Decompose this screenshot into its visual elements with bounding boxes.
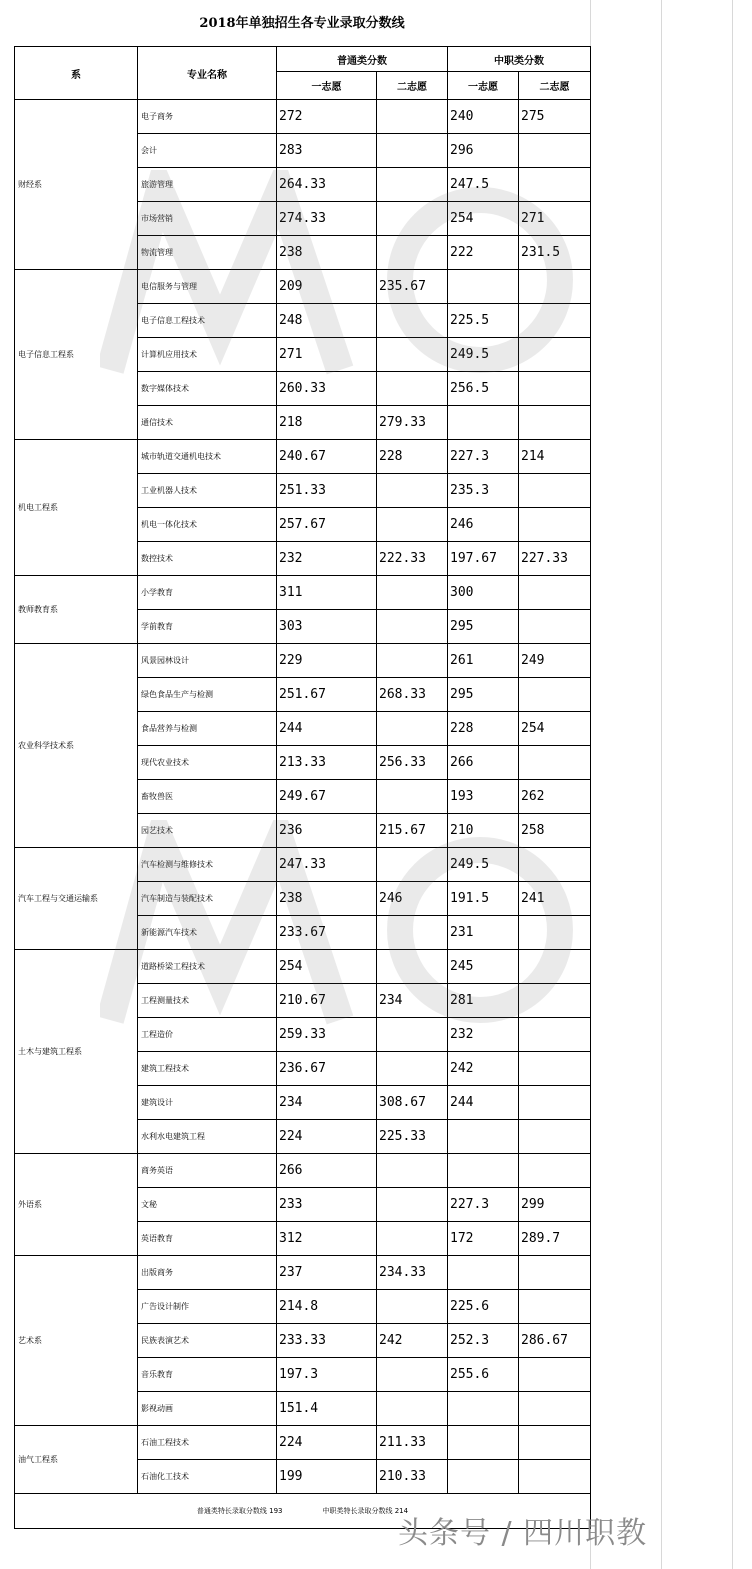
table-row <box>15 950 591 984</box>
vocational-first-score: 245 <box>448 950 519 984</box>
general-second-score: 246 <box>377 882 448 916</box>
general-first-score: 254 <box>277 950 377 984</box>
general-second-score <box>377 168 448 202</box>
vocational-second-score <box>519 406 591 440</box>
major-name-cell: 小学教育 <box>138 576 277 610</box>
vocational-second-score <box>519 168 591 202</box>
vocational-first-score: 210 <box>448 814 519 848</box>
general-first-score: 264.33 <box>277 168 377 202</box>
major-name-cell: 畜牧兽医 <box>138 780 277 814</box>
general-second-score <box>377 950 448 984</box>
major-name-cell: 数控技术 <box>138 542 277 576</box>
general-second-score: 228 <box>377 440 448 474</box>
grid-line <box>732 0 733 1569</box>
major-name-cell: 市场营销 <box>138 202 277 236</box>
header-general-second: 二志愿 <box>377 72 448 100</box>
vocational-first-score: 244 <box>448 1086 519 1120</box>
general-first-score: 232 <box>277 542 377 576</box>
general-first-score: 214.8 <box>277 1290 377 1324</box>
major-name-cell: 音乐教育 <box>138 1358 277 1392</box>
vocational-first-score: 191.5 <box>448 882 519 916</box>
general-second-score <box>377 236 448 270</box>
vocational-first-score: 249.5 <box>448 338 519 372</box>
general-first-score: 260.33 <box>277 372 377 406</box>
header-row <box>15 47 591 72</box>
major-name-cell: 绿色食品生产与检测 <box>138 678 277 712</box>
vocational-first-score: 235.3 <box>448 474 519 508</box>
general-first-score: 213.33 <box>277 746 377 780</box>
vocational-second-score <box>519 576 591 610</box>
general-second-score <box>377 372 448 406</box>
vocational-second-score: 227.33 <box>519 542 591 576</box>
major-name-cell: 民族表演艺术 <box>138 1324 277 1358</box>
table-row <box>15 576 591 610</box>
vocational-second-score <box>519 1018 591 1052</box>
vocational-special-note: 中职类特长录取分数线 214 <box>322 1507 409 1515</box>
vocational-second-score <box>519 1120 591 1154</box>
major-name-cell: 风景园林设计 <box>138 644 277 678</box>
general-first-score: 237 <box>277 1256 377 1290</box>
vocational-second-score: 258 <box>519 814 591 848</box>
general-first-score: 249.67 <box>277 780 377 814</box>
general-second-score <box>377 780 448 814</box>
vocational-first-score: 242 <box>448 1052 519 1086</box>
general-second-score <box>377 1290 448 1324</box>
vocational-second-score <box>519 1086 591 1120</box>
header-major: 专业名称 <box>138 47 277 100</box>
general-first-score: 238 <box>277 882 377 916</box>
vocational-second-score <box>519 746 591 780</box>
major-name-cell: 建筑工程技术 <box>138 1052 277 1086</box>
vocational-first-score <box>448 1426 519 1460</box>
general-second-score <box>377 1392 448 1426</box>
general-first-score: 266 <box>277 1154 377 1188</box>
vocational-first-score: 300 <box>448 576 519 610</box>
vocational-first-score: 225.5 <box>448 304 519 338</box>
header-vocational-second: 二志愿 <box>519 72 591 100</box>
general-first-score: 218 <box>277 406 377 440</box>
general-second-score <box>377 610 448 644</box>
major-name-cell: 新能源汽车技术 <box>138 916 277 950</box>
general-first-score: 274.33 <box>277 202 377 236</box>
major-name-cell: 旅游管理 <box>138 168 277 202</box>
general-second-score: 222.33 <box>377 542 448 576</box>
vocational-first-score: 228 <box>448 712 519 746</box>
general-second-score <box>377 712 448 746</box>
vocational-second-score <box>519 848 591 882</box>
major-name-cell: 英语教育 <box>138 1222 277 1256</box>
header-vocational-first: 一志愿 <box>448 72 519 100</box>
general-second-score: 234 <box>377 984 448 1018</box>
vocational-second-score: 289.7 <box>519 1222 591 1256</box>
table-row <box>15 270 591 304</box>
major-name-cell: 商务英语 <box>138 1154 277 1188</box>
vocational-second-score <box>519 134 591 168</box>
vocational-first-score <box>448 270 519 304</box>
general-second-score: 225.33 <box>377 1120 448 1154</box>
vocational-second-score: 214 <box>519 440 591 474</box>
general-special-note: 普通类特长录取分数线 193 <box>196 1507 283 1515</box>
vocational-second-score: 271 <box>519 202 591 236</box>
general-second-score <box>377 202 448 236</box>
general-second-score <box>377 848 448 882</box>
general-first-score: 311 <box>277 576 377 610</box>
general-second-score <box>377 508 448 542</box>
major-name-cell: 汽车制造与装配技术 <box>138 882 277 916</box>
general-second-score <box>377 1154 448 1188</box>
general-second-score <box>377 1222 448 1256</box>
vocational-second-score <box>519 916 591 950</box>
major-name-cell: 广告设计制作 <box>138 1290 277 1324</box>
department-cell: 外语系 <box>15 1154 138 1256</box>
vocational-second-score: 249 <box>519 644 591 678</box>
vocational-first-score: 281 <box>448 984 519 1018</box>
vocational-second-score <box>519 950 591 984</box>
vocational-first-score: 240 <box>448 100 519 134</box>
general-second-score <box>377 1018 448 1052</box>
vocational-first-score <box>448 1460 519 1494</box>
general-second-score <box>377 100 448 134</box>
vocational-first-score: 266 <box>448 746 519 780</box>
general-second-score <box>377 1052 448 1086</box>
vocational-second-score <box>519 270 591 304</box>
vocational-second-score <box>519 1426 591 1460</box>
vocational-second-score: 254 <box>519 712 591 746</box>
vocational-second-score <box>519 1358 591 1392</box>
page-title: 2018年单独招生各专业录取分数线 <box>199 16 405 31</box>
vocational-first-score: 222 <box>448 236 519 270</box>
general-second-score: 256.33 <box>377 746 448 780</box>
department-cell: 教师教育系 <box>15 576 138 644</box>
general-second-score: 211.33 <box>377 1426 448 1460</box>
table-row <box>15 1256 591 1290</box>
vocational-first-score: 249.5 <box>448 848 519 882</box>
general-first-score: 251.67 <box>277 678 377 712</box>
general-first-score: 247.33 <box>277 848 377 882</box>
vocational-second-score <box>519 304 591 338</box>
general-second-score: 235.67 <box>377 270 448 304</box>
general-first-score: 272 <box>277 100 377 134</box>
general-first-score: 233.33 <box>277 1324 377 1358</box>
general-first-score: 303 <box>277 610 377 644</box>
vocational-first-score: 295 <box>448 610 519 644</box>
general-first-score: 234 <box>277 1086 377 1120</box>
table-row <box>15 1426 591 1460</box>
major-name-cell: 石油化工技术 <box>138 1460 277 1494</box>
vocational-second-score <box>519 1256 591 1290</box>
vocational-second-score <box>519 610 591 644</box>
department-cell: 财经系 <box>15 100 138 270</box>
major-name-cell: 工业机器人技术 <box>138 474 277 508</box>
major-name-cell: 物流管理 <box>138 236 277 270</box>
major-name-cell: 通信技术 <box>138 406 277 440</box>
table-row <box>15 848 591 882</box>
vocational-second-score <box>519 1392 591 1426</box>
vocational-second-score <box>519 338 591 372</box>
table-row <box>15 100 591 134</box>
major-name-cell: 道路桥梁工程技术 <box>138 950 277 984</box>
general-second-score: 308.67 <box>377 1086 448 1120</box>
major-name-cell: 机电一体化技术 <box>138 508 277 542</box>
vocational-second-score: 262 <box>519 780 591 814</box>
general-first-score: 283 <box>277 134 377 168</box>
general-first-score: 251.33 <box>277 474 377 508</box>
general-second-score: 268.33 <box>377 678 448 712</box>
general-second-score: 234.33 <box>377 1256 448 1290</box>
vocational-second-score: 231.5 <box>519 236 591 270</box>
major-name-cell: 城市轨道交通机电技术 <box>138 440 277 474</box>
vocational-first-score: 256.5 <box>448 372 519 406</box>
vocational-first-score: 254 <box>448 202 519 236</box>
vocational-first-score: 252.3 <box>448 1324 519 1358</box>
general-first-score: 257.67 <box>277 508 377 542</box>
table-row <box>15 440 591 474</box>
vocational-first-score: 296 <box>448 134 519 168</box>
vocational-first-score: 261 <box>448 644 519 678</box>
major-name-cell: 现代农业技术 <box>138 746 277 780</box>
vocational-first-score: 232 <box>448 1018 519 1052</box>
department-cell: 机电工程系 <box>15 440 138 576</box>
vocational-first-score <box>448 1256 519 1290</box>
general-second-score <box>377 1358 448 1392</box>
general-first-score: 236.67 <box>277 1052 377 1086</box>
general-second-score <box>377 576 448 610</box>
major-name-cell: 工程测量技术 <box>138 984 277 1018</box>
vocational-first-score: 225.6 <box>448 1290 519 1324</box>
general-first-score: 259.33 <box>277 1018 377 1052</box>
general-first-score: 312 <box>277 1222 377 1256</box>
vocational-second-score: 299 <box>519 1188 591 1222</box>
general-first-score: 197.3 <box>277 1358 377 1392</box>
vocational-second-score <box>519 984 591 1018</box>
general-second-score: 215.67 <box>377 814 448 848</box>
general-first-score: 236 <box>277 814 377 848</box>
major-name-cell: 数字媒体技术 <box>138 372 277 406</box>
header-general-first: 一志愿 <box>277 72 377 100</box>
major-name-cell: 电子商务 <box>138 100 277 134</box>
header-vocational: 中职类分数 <box>448 47 591 72</box>
vocational-first-score <box>448 406 519 440</box>
general-first-score: 224 <box>277 1426 377 1460</box>
general-first-score: 229 <box>277 644 377 678</box>
vocational-second-score: 241 <box>519 882 591 916</box>
general-first-score: 233 <box>277 1188 377 1222</box>
department-cell: 电子信息工程系 <box>15 270 138 440</box>
vocational-first-score: 231 <box>448 916 519 950</box>
general-first-score: 209 <box>277 270 377 304</box>
major-name-cell: 学前教育 <box>138 610 277 644</box>
general-second-score <box>377 304 448 338</box>
general-first-score: 233.67 <box>277 916 377 950</box>
department-cell: 汽车工程与交通运输系 <box>15 848 138 950</box>
general-second-score <box>377 474 448 508</box>
major-name-cell: 计算机应用技术 <box>138 338 277 372</box>
major-name-cell: 汽车检测与维修技术 <box>138 848 277 882</box>
vocational-first-score <box>448 1392 519 1426</box>
department-cell: 艺术系 <box>15 1256 138 1426</box>
general-second-score <box>377 916 448 950</box>
vocational-second-score <box>519 372 591 406</box>
general-first-score: 199 <box>277 1460 377 1494</box>
general-first-score: 224 <box>277 1120 377 1154</box>
general-first-score: 238 <box>277 236 377 270</box>
vocational-first-score: 246 <box>448 508 519 542</box>
general-first-score: 244 <box>277 712 377 746</box>
major-name-cell: 电子信息工程技术 <box>138 304 277 338</box>
vocational-second-score <box>519 1154 591 1188</box>
vocational-second-score <box>519 1460 591 1494</box>
major-name-cell: 影视动画 <box>138 1392 277 1426</box>
watermark-text: 头条号 / 四川职教 <box>398 1516 648 1551</box>
major-name-cell: 工程造价 <box>138 1018 277 1052</box>
vocational-second-score: 275 <box>519 100 591 134</box>
general-first-score: 240.67 <box>277 440 377 474</box>
general-second-score <box>377 338 448 372</box>
major-name-cell: 建筑设计 <box>138 1086 277 1120</box>
major-name-cell: 水利水电建筑工程 <box>138 1120 277 1154</box>
major-name-cell: 电信服务与管理 <box>138 270 277 304</box>
general-first-score: 151.4 <box>277 1392 377 1426</box>
general-second-score: 242 <box>377 1324 448 1358</box>
major-name-cell: 食品营养与检测 <box>138 712 277 746</box>
department-cell: 油气工程系 <box>15 1426 138 1494</box>
vocational-second-score <box>519 1052 591 1086</box>
score-table <box>14 46 591 1529</box>
general-second-score: 210.33 <box>377 1460 448 1494</box>
grid-line <box>661 0 662 1569</box>
major-name-cell: 会计 <box>138 134 277 168</box>
vocational-second-score <box>519 508 591 542</box>
vocational-second-score <box>519 1290 591 1324</box>
table-row <box>15 644 591 678</box>
general-second-score <box>377 644 448 678</box>
table-row <box>15 1154 591 1188</box>
major-name-cell: 石油工程技术 <box>138 1426 277 1460</box>
department-cell: 农业科学技术系 <box>15 644 138 848</box>
vocational-first-score: 172 <box>448 1222 519 1256</box>
major-name-cell: 出版商务 <box>138 1256 277 1290</box>
vocational-first-score: 295 <box>448 678 519 712</box>
vocational-second-score <box>519 678 591 712</box>
general-second-score <box>377 134 448 168</box>
vocational-first-score: 227.3 <box>448 1188 519 1222</box>
vocational-first-score: 227.3 <box>448 440 519 474</box>
department-cell: 土木与建筑工程系 <box>15 950 138 1154</box>
vocational-first-score: 255.6 <box>448 1358 519 1392</box>
general-second-score: 279.33 <box>377 406 448 440</box>
vocational-first-score: 197.67 <box>448 542 519 576</box>
vocational-first-score: 247.5 <box>448 168 519 202</box>
general-first-score: 210.67 <box>277 984 377 1018</box>
major-name-cell: 园艺技术 <box>138 814 277 848</box>
general-first-score: 248 <box>277 304 377 338</box>
vocational-first-score <box>448 1154 519 1188</box>
vocational-second-score: 286.67 <box>519 1324 591 1358</box>
vocational-second-score <box>519 474 591 508</box>
general-second-score <box>377 1188 448 1222</box>
header-dept: 系 <box>15 47 138 100</box>
header-general: 普通类分数 <box>277 47 448 72</box>
vocational-first-score: 193 <box>448 780 519 814</box>
general-first-score: 271 <box>277 338 377 372</box>
major-name-cell: 文秘 <box>138 1188 277 1222</box>
vocational-first-score <box>448 1120 519 1154</box>
